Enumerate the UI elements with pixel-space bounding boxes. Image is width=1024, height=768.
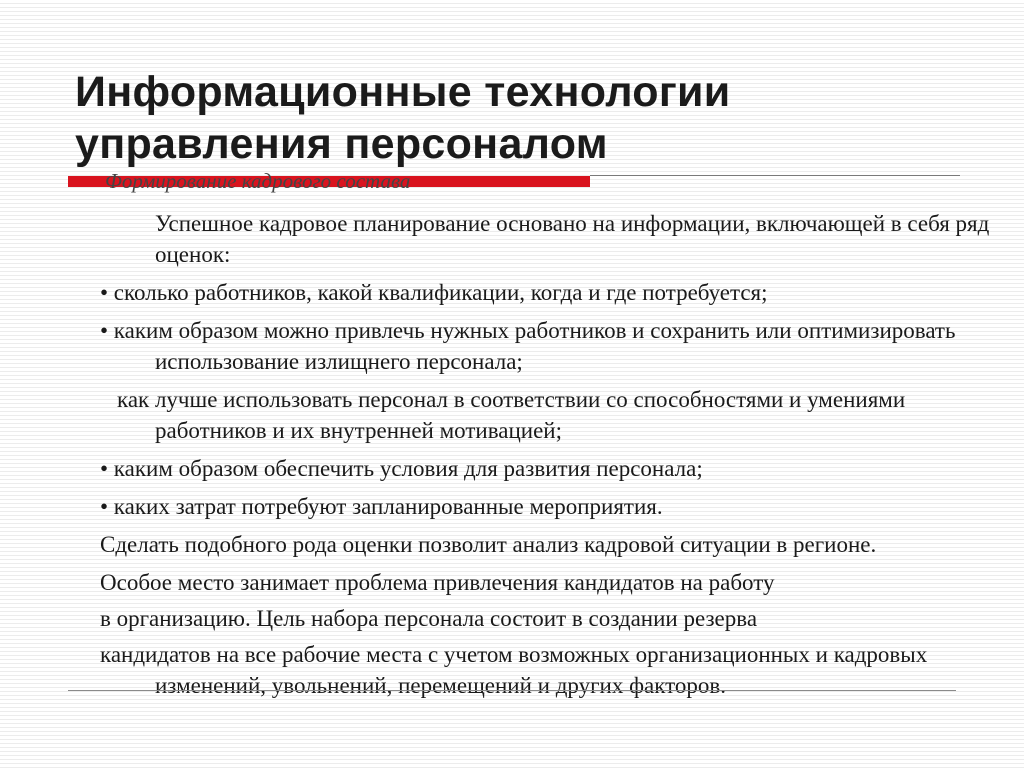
body-bullet-attract: • каким образом можно привлечь нужных работников и сохранить или оптимизировать использование излищнего персонала; xyxy=(100,318,956,374)
body-paragraph-recruitment-1: Особое место занимает проблема привлечения кандидатов на работу xyxy=(100,570,775,595)
footer-divider-line xyxy=(68,690,956,691)
slide-subtitle: Формирование кадрового состава xyxy=(105,169,411,193)
body-paragraph-recruitment-3: кандидатов на все рабочие места с учетом возможных организационных и кадровых изменений, увольнений, перемещений и других факторов. xyxy=(100,642,928,698)
slide-title-line-1: Информационные технологии xyxy=(75,68,731,116)
body-paragraph-use-staff: как лучше использовать персонал в соответствии со способностями и умениями работников и их внутренней мотивацией; xyxy=(117,387,906,443)
slide-title xyxy=(75,66,975,170)
body-bullet-development: • каким образом обеспечить условия для развития персонала; xyxy=(100,456,703,481)
slide-body xyxy=(100,208,1015,708)
title-divider-line xyxy=(590,175,960,176)
body-paragraph-intro: Успешное кадровое планирование основано на информации, включающей в себя ряд оценок: xyxy=(155,211,990,267)
body-paragraph-recruitment-2: в организацию. Цель набора персонала состоит в создании резерва xyxy=(100,606,758,631)
slide-title-line-2: управления персоналом xyxy=(75,120,608,168)
body-paragraph-analysis: Сделать подобного рода оценки позволит анализ кадровой ситуации в регионе. xyxy=(100,532,877,557)
body-bullet-how-many: • сколько работников, какой квалификации, когда и где потребуется; xyxy=(100,280,768,305)
body-bullet-costs: • каких затрат потребуют запланированные мероприятия. xyxy=(100,494,663,519)
